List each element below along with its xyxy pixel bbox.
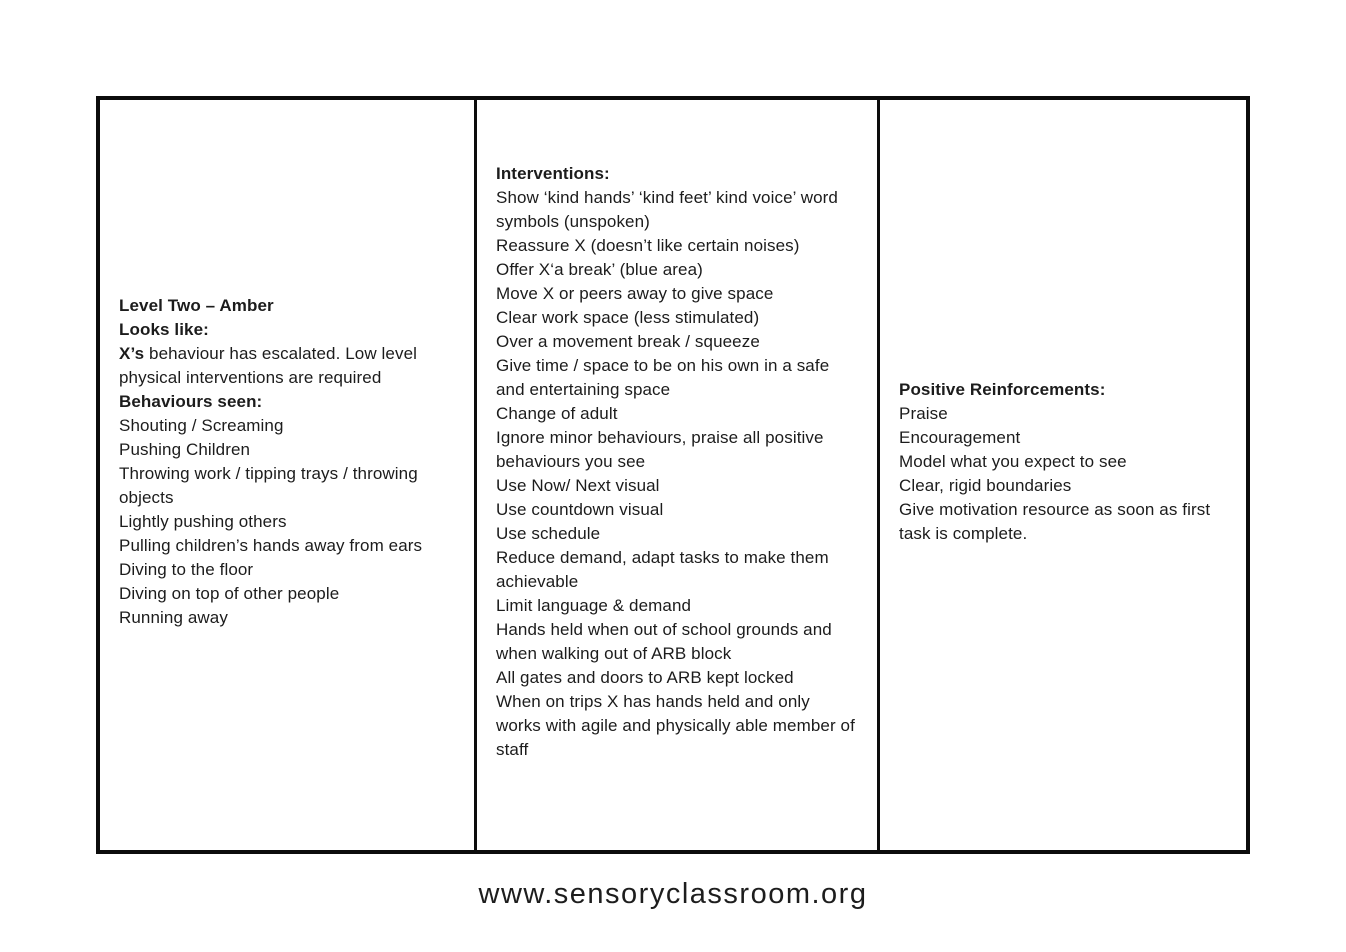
column-interventions: [477, 100, 880, 850]
text-line: Running away: [119, 608, 228, 627]
text-line: Ignore minor behaviours, praise all positive behaviours you see: [496, 428, 824, 471]
section-heading: Positive Reinforcements:: [899, 380, 1106, 399]
text-line: Shouting / Screaming: [119, 416, 284, 435]
column-interventions-content: [496, 162, 857, 762]
text-line: Praise: [899, 404, 948, 423]
column-level-amber-content: [119, 294, 452, 630]
text-line: Clear work space (less stimulated): [496, 308, 760, 327]
text-line: Give time / space to be on his own in a safe and entertaining space: [496, 356, 830, 399]
text-line: Pulling children’s hands away from ears: [119, 536, 423, 555]
text-line: Reassure X (doesn’t like certain noises): [496, 236, 800, 255]
text-line: Change of adult: [496, 404, 618, 423]
column-positive-reinforcements-content: [899, 378, 1232, 546]
text-line: Diving on top of other people: [119, 584, 340, 603]
section-heading: Interventions:: [496, 164, 610, 183]
text-line: Lightly pushing others: [119, 512, 287, 531]
text-line: Use Now/ Next visual: [496, 476, 660, 495]
text-line: All gates and doors to ARB kept locked: [496, 668, 794, 687]
column-level-amber: [100, 100, 477, 850]
section-heading: Behaviours seen:: [119, 392, 263, 411]
text-line: Limit language & demand: [496, 596, 692, 615]
text-line: Show ‘kind hands’ ‘kind feet’ kind voice’ word symbols (unspoken): [496, 188, 838, 231]
section-heading: Level Two – Amber: [119, 296, 274, 315]
text-line: Offer X‘a break’ (blue area): [496, 260, 703, 279]
text-line: Over a movement break / squeeze: [496, 332, 760, 351]
text-line: Hands held when out of school grounds and when walking out of ARB block: [496, 620, 832, 663]
text-line: Move X or peers away to give space: [496, 284, 774, 303]
text-line: Pushing Children: [119, 440, 251, 459]
text-line: Use schedule: [496, 524, 601, 543]
text-line: Clear, rigid boundaries: [899, 476, 1072, 495]
text-line: Give motivation resource as soon as first task is complete.: [899, 500, 1211, 543]
text-line: Diving to the floor: [119, 560, 254, 579]
text-line: Encouragement: [899, 428, 1021, 447]
text-line: Reduce demand, adapt tasks to make them achievable: [496, 548, 829, 591]
text-line: Model what you expect to see: [899, 452, 1127, 471]
text-line: X’s behaviour has escalated. Low level physical interventions are required: [119, 344, 418, 387]
text-line: Use countdown visual: [496, 500, 664, 519]
section-heading: Looks like:: [119, 320, 209, 339]
column-positive-reinforcements: [880, 100, 1246, 850]
website-url: www.sensoryclassroom.org: [478, 878, 868, 910]
text-line: Throwing work / tipping trays / throwing objects: [119, 464, 418, 507]
behaviour-plan-table: [96, 96, 1250, 854]
text-line: When on trips X has hands held and only works with agile and physically able member of staff: [496, 692, 855, 759]
